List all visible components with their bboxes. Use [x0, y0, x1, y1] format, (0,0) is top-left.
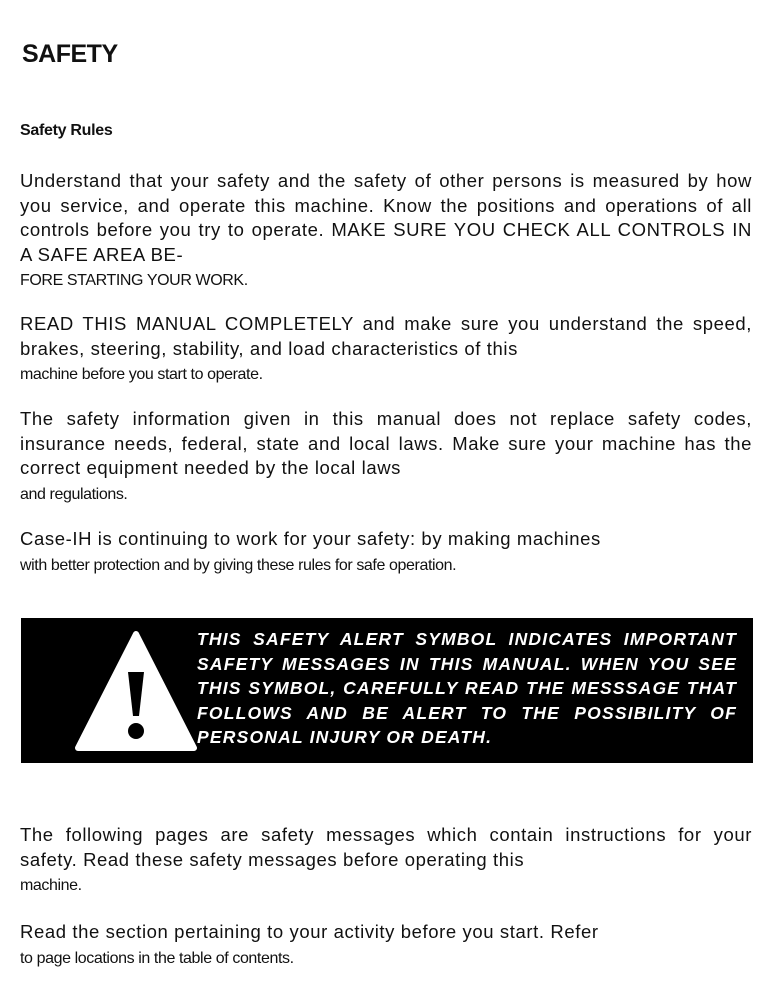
paragraph-last-line: to page locations in the table of contents. [20, 949, 294, 967]
paragraph-last-line: machine. [20, 877, 82, 894]
page-title: SAFETY [22, 40, 118, 68]
paragraph-text: READ THIS MANUAL COMPLETELY and make sure you understand the speed, brakes, steering, stability, and load characteristics of this [20, 313, 752, 359]
section-subtitle: Safety Rules [20, 122, 113, 139]
paragraph-read-section [20, 920, 752, 971]
safety-alert-box [21, 618, 753, 763]
paragraph-last-line: with better protection and by giving these rules for safe operation. [20, 556, 457, 574]
safety-alert-text: THIS SAFETY ALERT SYMBOL INDICATES IMPORTANT SAFETY MESSAGES IN THIS MANUAL. WHEN YOU SEE THIS SYMBOL, CAREFULLY READ THE MESSSAGE THAT FOLLOWS AND BE ALERT TO THE POSSIBILITY OF PERSONAL INJURY OR DEATH. [197, 629, 737, 747]
paragraph-last-line: and regulations. [20, 485, 128, 503]
paragraph-text: Understand that your safety and the safety of other persons is measured by how you service, and operate this machine. Know the positions and operations of all controls before you try to operate. MAKE SURE YOU CHECK ALL CONTROLS IN A SAFE AREA BE- [20, 170, 752, 265]
paragraph-following-pages [20, 823, 752, 899]
paragraph-case-ih [20, 527, 752, 578]
paragraph-safety-information [20, 407, 752, 507]
paragraph-read-manual [20, 312, 752, 388]
paragraph-text: Case-IH is continuing to work for your safety: by making machines [20, 528, 601, 549]
paragraph-last-line: FORE STARTING YOUR WORK. [20, 272, 248, 289]
paragraph-last-line: machine before you start to operate. [20, 366, 263, 383]
warning-triangle-icon [73, 630, 199, 752]
paragraph-text: Read the section pertaining to your activity before you start. Refer [20, 921, 599, 942]
paragraph-understand-safety [20, 169, 752, 294]
paragraph-text: The safety information given in this manual does not replace safety codes, insurance needs, federal, state and local laws. Make sure your machine has the correct equipment needed by the local laws [20, 408, 752, 478]
paragraph-text: The following pages are safety messages which contain instructions for your safety. Read these safety messages before operating this [20, 824, 752, 870]
